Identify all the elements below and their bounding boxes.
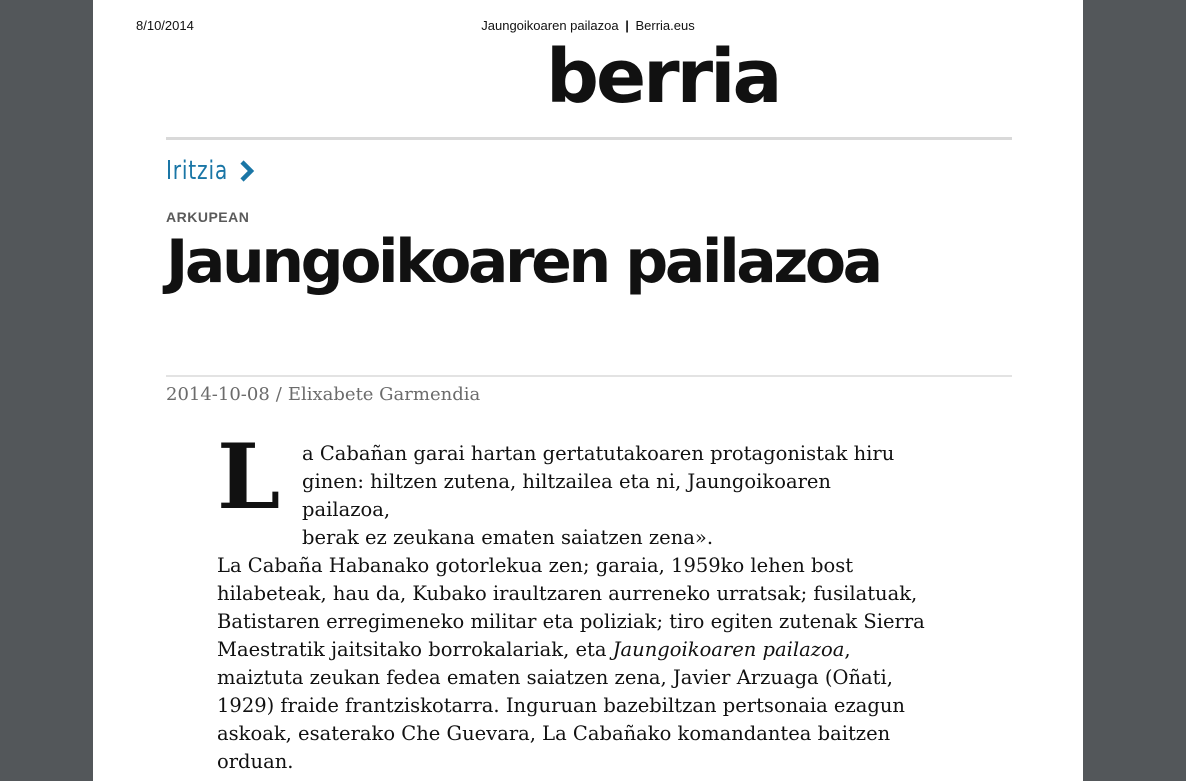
lead-line: ginen: hiltzen zutena, hiltzailea eta ni, Jaungoikoaren pailazoa, — [302, 470, 831, 521]
body-line: askoak, esaterako Che Guevara, La Cabañako komandantea baitzen — [217, 722, 891, 745]
body-line: maiztuta zeukan fedea ematen saiatzen zena, Javier Arzuaga (Oñati, — [217, 666, 893, 689]
print-header-title — [93, 18, 1083, 33]
lead-paragraph — [302, 440, 922, 552]
berria-logo[interactable]: berria — [546, 34, 780, 120]
byline-separator: / — [275, 384, 282, 405]
article-author: Elixabete Garmendia — [287, 384, 481, 405]
article-lead — [217, 424, 937, 549]
section-link[interactable] — [166, 156, 258, 186]
section-label: Iritzia — [166, 156, 229, 186]
body-line: hilabeteak, hau da, Kubako iraultzaren aurreneko urratsak; fusilatuak, — [217, 582, 918, 605]
byline-divider — [166, 375, 1012, 377]
chevron-right-icon — [236, 158, 258, 184]
body-line: La Cabaña Habanako gotorlekua zen; garaia, 1959ko lehen bost — [217, 554, 854, 577]
article-body — [217, 424, 937, 776]
lead-line: berak ez zeukana ematen saiatzen zena». — [302, 526, 714, 549]
body-line: 1929) fraide frantziskotarra. Inguruan bazebiltzan pertsonaia ezagun — [217, 694, 905, 717]
header-divider — [166, 137, 1012, 140]
body-paragraph — [217, 552, 937, 776]
article-headline: Jaungoikoaren pailazoa — [166, 227, 880, 297]
body-line: orduan. — [217, 750, 294, 773]
article-date: 2014-10-08 — [166, 384, 270, 405]
lead-line: a Cabañan garai hartan gertatutakoaren protagonistak hiru — [302, 442, 895, 465]
body-line: Maestratik jaitsitako borrokalariak, eta — [217, 638, 613, 661]
print-date: 8/10/2014 — [136, 18, 194, 33]
body-line: Batistaren erregimeneko militar eta poliziak; tiro egiten zutenak Sierra — [217, 610, 925, 633]
article-byline — [166, 384, 480, 405]
print-site-name: Berria.eus — [635, 18, 695, 33]
document-page — [93, 0, 1083, 781]
body-italic-title: Jaungoikoaren pailazoa — [612, 638, 845, 661]
article-kicker: ARKUPEAN — [166, 209, 250, 225]
print-title-separator: | — [625, 18, 629, 33]
print-page-title: Jaungoikoaren pailazoa — [481, 18, 619, 33]
body-line-punct: , — [844, 638, 851, 661]
drop-cap: L — [217, 424, 281, 530]
